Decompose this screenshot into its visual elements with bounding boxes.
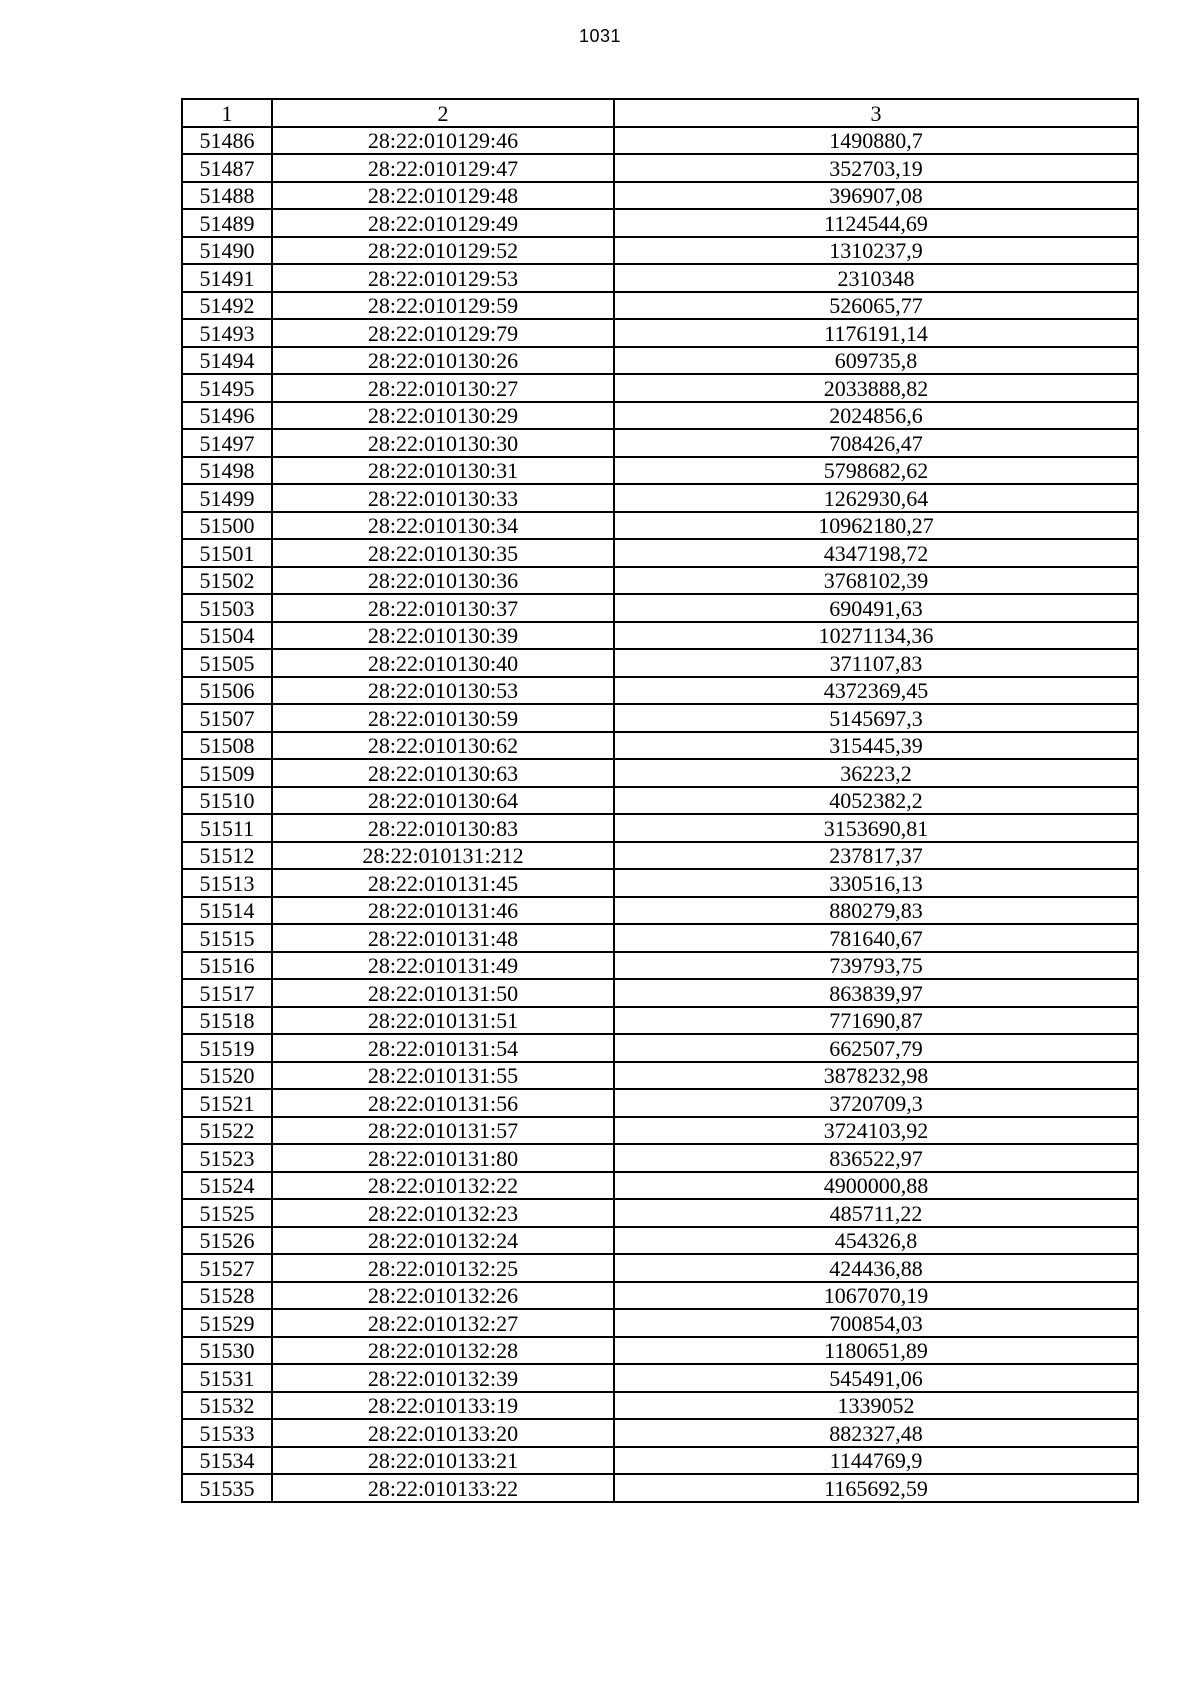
table-row xyxy=(182,1474,1138,1502)
row-number-cell: 51527 xyxy=(182,1254,272,1282)
value-cell: 352703,19 xyxy=(614,154,1138,182)
table-row xyxy=(182,759,1138,787)
cadastral-number-cell: 28:22:010129:48 xyxy=(272,182,614,210)
row-number-cell: 51512 xyxy=(182,842,272,870)
cadastral-number-cell: 28:22:010130:39 xyxy=(272,622,614,650)
table-row xyxy=(182,897,1138,925)
value-cell: 836522,97 xyxy=(614,1144,1138,1172)
row-number-cell: 51505 xyxy=(182,649,272,677)
value-cell: 371107,83 xyxy=(614,649,1138,677)
table-row xyxy=(182,237,1138,265)
value-cell: 4347198,72 xyxy=(614,539,1138,567)
table-row xyxy=(182,1089,1138,1117)
row-number-cell: 51510 xyxy=(182,787,272,815)
table-row xyxy=(182,154,1138,182)
table-row xyxy=(182,1117,1138,1145)
row-number-cell: 51519 xyxy=(182,1034,272,1062)
table-row xyxy=(182,1419,1138,1447)
column-header-3: 3 xyxy=(614,99,1138,127)
value-cell: 3720709,3 xyxy=(614,1089,1138,1117)
cadastral-number-cell: 28:22:010131:54 xyxy=(272,1034,614,1062)
table-body xyxy=(182,127,1138,1502)
cadastral-number-cell: 28:22:010130:63 xyxy=(272,759,614,787)
value-cell: 545491,06 xyxy=(614,1364,1138,1392)
table-row xyxy=(182,374,1138,402)
row-number-cell: 51509 xyxy=(182,759,272,787)
row-number-cell: 51521 xyxy=(182,1089,272,1117)
cadastral-number-cell: 28:22:010129:46 xyxy=(272,127,614,155)
row-number-cell: 51500 xyxy=(182,512,272,540)
table-row xyxy=(182,649,1138,677)
table-row xyxy=(182,1062,1138,1090)
row-number-cell: 51497 xyxy=(182,429,272,457)
table-row xyxy=(182,567,1138,595)
cadastral-number-cell: 28:22:010132:22 xyxy=(272,1172,614,1200)
cadastral-number-cell: 28:22:010131:80 xyxy=(272,1144,614,1172)
row-number-cell: 51487 xyxy=(182,154,272,182)
table-row xyxy=(182,1309,1138,1337)
table-row xyxy=(182,347,1138,375)
value-cell: 3768102,39 xyxy=(614,567,1138,595)
value-cell: 315445,39 xyxy=(614,732,1138,760)
value-cell: 330516,13 xyxy=(614,869,1138,897)
cadastral-number-cell: 28:22:010130:30 xyxy=(272,429,614,457)
table-row xyxy=(182,677,1138,705)
table-row xyxy=(182,1282,1138,1310)
cadastral-number-cell: 28:22:010131:55 xyxy=(272,1062,614,1090)
cadastral-number-cell: 28:22:010130:37 xyxy=(272,594,614,622)
value-cell: 708426,47 xyxy=(614,429,1138,457)
value-cell: 2033888,82 xyxy=(614,374,1138,402)
row-number-cell: 51531 xyxy=(182,1364,272,1392)
value-cell: 1310237,9 xyxy=(614,237,1138,265)
cadastral-number-cell: 28:22:010130:26 xyxy=(272,347,614,375)
value-cell: 1490880,7 xyxy=(614,127,1138,155)
row-number-cell: 51502 xyxy=(182,567,272,595)
row-number-cell: 51496 xyxy=(182,402,272,430)
cadastral-number-cell: 28:22:010130:29 xyxy=(272,402,614,430)
value-cell: 662507,79 xyxy=(614,1034,1138,1062)
cadastral-number-cell: 28:22:010131:48 xyxy=(272,924,614,952)
table-row xyxy=(182,787,1138,815)
cadastral-number-cell: 28:22:010130:83 xyxy=(272,814,614,842)
value-cell: 863839,97 xyxy=(614,979,1138,1007)
cadastral-number-cell: 28:22:010131:56 xyxy=(272,1089,614,1117)
value-cell: 2310348 xyxy=(614,264,1138,292)
value-cell: 2024856,6 xyxy=(614,402,1138,430)
cadastral-number-cell: 28:22:010131:49 xyxy=(272,952,614,980)
row-number-cell: 51522 xyxy=(182,1117,272,1145)
value-cell: 5145697,3 xyxy=(614,704,1138,732)
cadastral-number-cell: 28:22:010130:59 xyxy=(272,704,614,732)
table-row xyxy=(182,1337,1138,1365)
cadastral-number-cell: 28:22:010133:19 xyxy=(272,1392,614,1420)
table-row xyxy=(182,869,1138,897)
cadastral-number-cell: 28:22:010129:79 xyxy=(272,319,614,347)
row-number-cell: 51517 xyxy=(182,979,272,1007)
row-number-cell: 51534 xyxy=(182,1447,272,1475)
value-cell: 424436,88 xyxy=(614,1254,1138,1282)
cadastral-number-cell: 28:22:010132:23 xyxy=(272,1199,614,1227)
cadastral-number-cell: 28:22:010130:36 xyxy=(272,567,614,595)
row-number-cell: 51493 xyxy=(182,319,272,347)
row-number-cell: 51489 xyxy=(182,209,272,237)
cadastral-number-cell: 28:22:010131:50 xyxy=(272,979,614,1007)
value-cell: 781640,67 xyxy=(614,924,1138,952)
cadastral-number-cell: 28:22:010132:28 xyxy=(272,1337,614,1365)
value-cell: 700854,03 xyxy=(614,1309,1138,1337)
value-cell: 1339052 xyxy=(614,1392,1138,1420)
table-row xyxy=(182,264,1138,292)
row-number-cell: 51492 xyxy=(182,292,272,320)
value-cell: 882327,48 xyxy=(614,1419,1138,1447)
cadastral-number-cell: 28:22:010133:20 xyxy=(272,1419,614,1447)
value-cell: 609735,8 xyxy=(614,347,1138,375)
cadastral-number-cell: 28:22:010129:59 xyxy=(272,292,614,320)
table-row xyxy=(182,209,1138,237)
value-cell: 526065,77 xyxy=(614,292,1138,320)
row-number-cell: 51530 xyxy=(182,1337,272,1365)
row-number-cell: 51520 xyxy=(182,1062,272,1090)
table-row xyxy=(182,429,1138,457)
value-cell: 1067070,19 xyxy=(614,1282,1138,1310)
row-number-cell: 51529 xyxy=(182,1309,272,1337)
row-number-cell: 51514 xyxy=(182,897,272,925)
table-row xyxy=(182,1199,1138,1227)
table-row xyxy=(182,127,1138,155)
cadastral-number-cell: 28:22:010131:51 xyxy=(272,1007,614,1035)
table-row xyxy=(182,512,1138,540)
row-number-cell: 51501 xyxy=(182,539,272,567)
cadastral-number-cell: 28:22:010132:26 xyxy=(272,1282,614,1310)
cadastral-number-cell: 28:22:010131:212 xyxy=(272,842,614,870)
value-cell: 690491,63 xyxy=(614,594,1138,622)
table-row xyxy=(182,457,1138,485)
cadastral-number-cell: 28:22:010129:49 xyxy=(272,209,614,237)
row-number-cell: 51516 xyxy=(182,952,272,980)
cadastral-number-cell: 28:22:010132:27 xyxy=(272,1309,614,1337)
row-number-cell: 51526 xyxy=(182,1227,272,1255)
cadastral-number-cell: 28:22:010129:47 xyxy=(272,154,614,182)
row-number-cell: 51515 xyxy=(182,924,272,952)
row-number-cell: 51524 xyxy=(182,1172,272,1200)
value-cell: 1124544,69 xyxy=(614,209,1138,237)
row-number-cell: 51525 xyxy=(182,1199,272,1227)
value-cell: 1165692,59 xyxy=(614,1474,1138,1502)
table-row xyxy=(182,1034,1138,1062)
page-number: 1031 xyxy=(578,26,622,46)
cadastral-number-cell: 28:22:010130:62 xyxy=(272,732,614,760)
value-cell: 4052382,2 xyxy=(614,787,1138,815)
row-number-cell: 51533 xyxy=(182,1419,272,1447)
table-row xyxy=(182,182,1138,210)
table-row xyxy=(182,594,1138,622)
value-cell: 739793,75 xyxy=(614,952,1138,980)
value-cell: 4900000,88 xyxy=(614,1172,1138,1200)
value-cell: 485711,22 xyxy=(614,1199,1138,1227)
value-cell: 1144769,9 xyxy=(614,1447,1138,1475)
row-number-cell: 51507 xyxy=(182,704,272,732)
table-row xyxy=(182,319,1138,347)
row-number-cell: 51508 xyxy=(182,732,272,760)
value-cell: 237817,37 xyxy=(614,842,1138,870)
table-row xyxy=(182,952,1138,980)
value-cell: 396907,08 xyxy=(614,182,1138,210)
row-number-cell: 51498 xyxy=(182,457,272,485)
row-number-cell: 51506 xyxy=(182,677,272,705)
value-cell: 3878232,98 xyxy=(614,1062,1138,1090)
cadastral-number-cell: 28:22:010129:52 xyxy=(272,237,614,265)
value-cell: 3153690,81 xyxy=(614,814,1138,842)
column-header-1: 1 xyxy=(182,99,272,127)
cadastral-number-cell: 28:22:010130:27 xyxy=(272,374,614,402)
value-cell: 36223,2 xyxy=(614,759,1138,787)
column-header-2: 2 xyxy=(272,99,614,127)
table-row xyxy=(182,1254,1138,1282)
cadastral-number-cell: 28:22:010130:34 xyxy=(272,512,614,540)
table-row xyxy=(182,402,1138,430)
cadastral-number-cell: 28:22:010130:31 xyxy=(272,457,614,485)
cadastral-number-cell: 28:22:010130:35 xyxy=(272,539,614,567)
table-row xyxy=(182,732,1138,760)
table-row xyxy=(182,1144,1138,1172)
value-cell: 880279,83 xyxy=(614,897,1138,925)
cadastral-number-cell: 28:22:010130:64 xyxy=(272,787,614,815)
row-number-cell: 51488 xyxy=(182,182,272,210)
row-number-cell: 51499 xyxy=(182,484,272,512)
cadastral-number-cell: 28:22:010132:25 xyxy=(272,1254,614,1282)
table-row xyxy=(182,622,1138,650)
table-row xyxy=(182,1392,1138,1420)
table-row xyxy=(182,1007,1138,1035)
table-row xyxy=(182,924,1138,952)
table-row xyxy=(182,1227,1138,1255)
table-row xyxy=(182,1364,1138,1392)
table-row xyxy=(182,539,1138,567)
value-cell: 1262930,64 xyxy=(614,484,1138,512)
row-number-cell: 51504 xyxy=(182,622,272,650)
header-row xyxy=(182,99,1138,127)
cadastral-number-cell: 28:22:010131:46 xyxy=(272,897,614,925)
value-cell: 5798682,62 xyxy=(614,457,1138,485)
value-cell: 771690,87 xyxy=(614,1007,1138,1035)
cadastral-number-cell: 28:22:010131:57 xyxy=(272,1117,614,1145)
row-number-cell: 51523 xyxy=(182,1144,272,1172)
row-number-cell: 51491 xyxy=(182,264,272,292)
row-number-cell: 51494 xyxy=(182,347,272,375)
table-row xyxy=(182,1447,1138,1475)
value-cell: 1176191,14 xyxy=(614,319,1138,347)
cadastral-number-cell: 28:22:010129:53 xyxy=(272,264,614,292)
cadastral-number-cell: 28:22:010130:40 xyxy=(272,649,614,677)
cadastral-number-cell: 28:22:010133:21 xyxy=(272,1447,614,1475)
cadastral-number-cell: 28:22:010133:22 xyxy=(272,1474,614,1502)
row-number-cell: 51513 xyxy=(182,869,272,897)
row-number-cell: 51528 xyxy=(182,1282,272,1310)
cadastral-number-cell: 28:22:010132:39 xyxy=(272,1364,614,1392)
table-row xyxy=(182,484,1138,512)
cadastral-number-cell: 28:22:010130:33 xyxy=(272,484,614,512)
table-row xyxy=(182,704,1138,732)
value-cell: 1180651,89 xyxy=(614,1337,1138,1365)
value-cell: 10271134,36 xyxy=(614,622,1138,650)
value-cell: 3724103,92 xyxy=(614,1117,1138,1145)
row-number-cell: 51490 xyxy=(182,237,272,265)
row-number-cell: 51518 xyxy=(182,1007,272,1035)
table-row xyxy=(182,1172,1138,1200)
value-cell: 10962180,27 xyxy=(614,512,1138,540)
cadastral-number-cell: 28:22:010132:24 xyxy=(272,1227,614,1255)
table-row xyxy=(182,292,1138,320)
row-number-cell: 51532 xyxy=(182,1392,272,1420)
row-number-cell: 51503 xyxy=(182,594,272,622)
table-row xyxy=(182,814,1138,842)
row-number-cell: 51486 xyxy=(182,127,272,155)
value-cell: 454326,8 xyxy=(614,1227,1138,1255)
cadastral-number-cell: 28:22:010131:45 xyxy=(272,869,614,897)
row-number-cell: 51535 xyxy=(182,1474,272,1502)
cadastral-number-cell: 28:22:010130:53 xyxy=(272,677,614,705)
row-number-cell: 51511 xyxy=(182,814,272,842)
table-row xyxy=(182,842,1138,870)
row-number-cell: 51495 xyxy=(182,374,272,402)
table-row xyxy=(182,979,1138,1007)
data-table xyxy=(181,98,1139,1503)
value-cell: 4372369,45 xyxy=(614,677,1138,705)
